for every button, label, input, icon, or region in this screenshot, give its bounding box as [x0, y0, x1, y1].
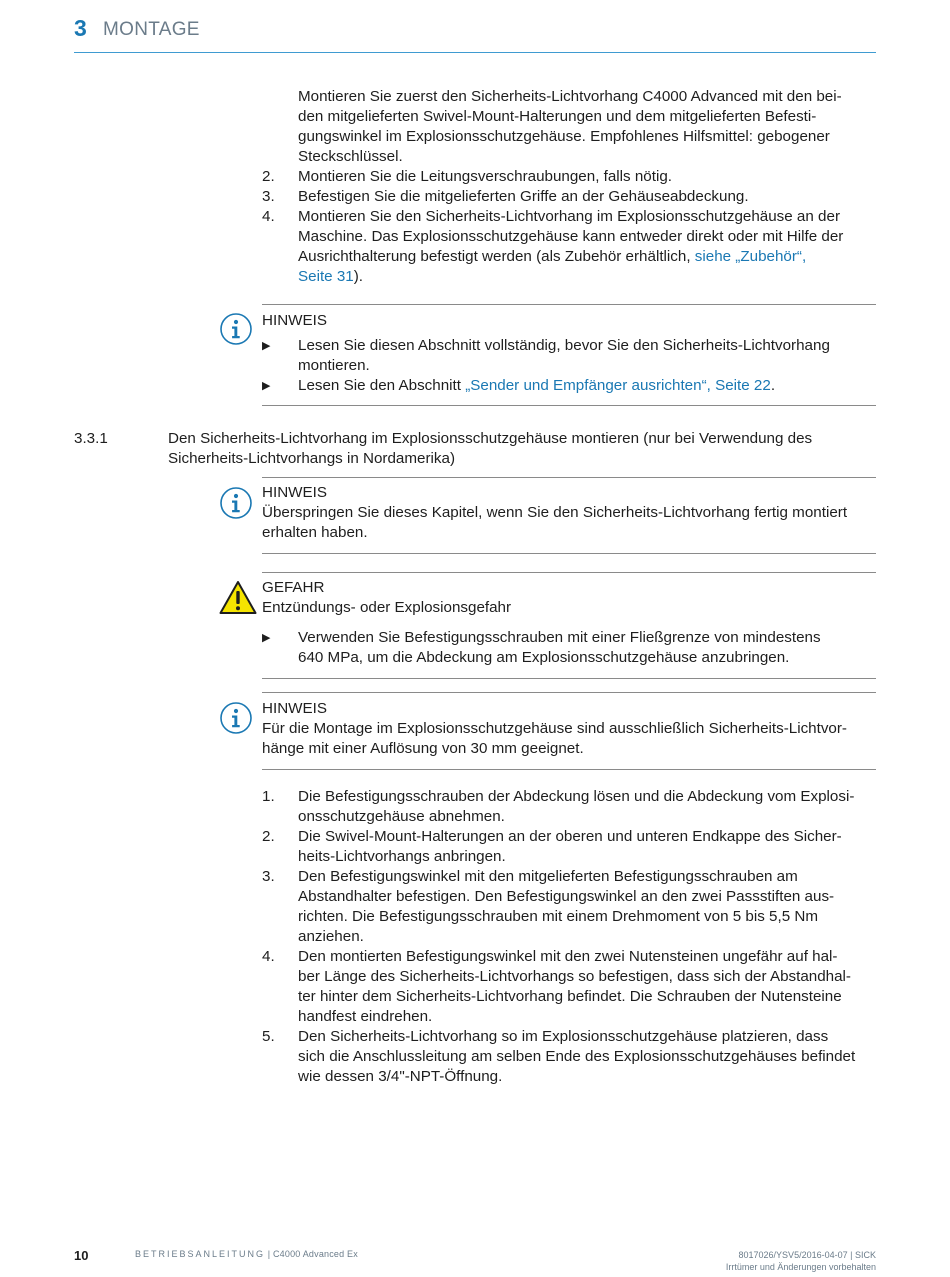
- page-header: [74, 15, 876, 53]
- step-text: Montieren Sie die Leitungsverschraubungen, falls nötig.: [298, 168, 673, 185]
- notice-label: HINWEIS: [262, 484, 327, 501]
- step-text: wie dessen 3/4"-NPT-Öffnung.: [298, 1068, 503, 1085]
- step-text: ber Länge des Sicherheits-Lichtvorhangs so befestigen, dass sich der Abstandhal-: [298, 968, 851, 985]
- step-text: Abstandhalter befestigen. Den Befestigungswinkel an den zwei Passstiften aus-: [298, 888, 835, 905]
- notice-box: [262, 304, 876, 406]
- notice-box: [262, 692, 876, 770]
- footer-separator: |: [267, 1249, 271, 1259]
- bullet-text: montieren.: [298, 357, 370, 374]
- bullet-text: 640 MPa, um die Abdeckung am Explosionsschutzgehäuse anzubringen.: [298, 649, 790, 666]
- step-text: Den montierten Befestigungswinkel mit den zwei Nutensteinen ungefähr auf hal-: [298, 948, 838, 965]
- info-circle-icon: [219, 701, 253, 740]
- step-text: sich die Anschlussleitung am selben Ende des Explosionsschutzgehäuses befindet: [298, 1048, 856, 1065]
- list-item: [262, 376, 876, 396]
- chapter-title: MONTAGE: [103, 19, 200, 40]
- section-title: [168, 429, 876, 469]
- warning-triangle-icon: [219, 580, 257, 620]
- info-circle-icon: [219, 312, 253, 351]
- notice-box: [262, 477, 876, 554]
- notice-label: HINWEIS: [262, 312, 327, 329]
- notice-text: hänge mit einer Auflösung von 30 mm geeignet.: [262, 740, 584, 757]
- section-title-line: Sicherheits-Lichtvorhangs in Nordamerika): [168, 450, 455, 467]
- step-text: Die Befestigungsschrauben der Abdeckung lösen und die Abdeckung vom Explosi-: [298, 788, 855, 805]
- intro-line: Montieren Sie zuerst den Sicherheits-Lichtvorhang C4000 Advanced mit den bei-: [298, 88, 842, 105]
- section-title-line: Den Sicherheits-Lichtvorhang im Explosionsschutzgehäuse montieren (nur bei Verwendung des: [168, 430, 813, 447]
- steps-bottom-list: [262, 787, 876, 1087]
- intro-line: den mitgelieferten Swivel-Mount-Halterungen und dem mitgelieferten Befesti-: [298, 108, 817, 125]
- doc-label: BETRIEBSANLEITUNG: [135, 1249, 266, 1259]
- triangle-right-bullet-icon: ▶: [262, 340, 271, 352]
- doc-product: C4000 Advanced Ex: [272, 1249, 358, 1259]
- step-text: Montieren Sie den Sicherheits-Lichtvorhang im Explosionsschutzgehäuse an der: [298, 208, 840, 225]
- intro-line: Steckschlüssel.: [298, 148, 403, 165]
- doc-id: 8017026/YSV5/2016-04-07: [738, 1250, 848, 1260]
- step-text: ter hinter dem Sicherheits-Lichtvorhang befindet. Die Schrauben der Nutensteine: [298, 988, 842, 1005]
- step-text: richten. Die Befestigungsschrauben mit einem Drehmoment von 5 bis 5,5 Nm: [298, 908, 818, 925]
- danger-box: [262, 572, 876, 679]
- list-item: [262, 167, 876, 187]
- page-link[interactable]: Seite 31: [298, 268, 354, 285]
- step-text: onsschutzgehäuse abnehmen.: [298, 808, 505, 825]
- list-item: [262, 867, 876, 947]
- list-item: [262, 947, 876, 1027]
- step-number: 1.: [262, 788, 275, 805]
- accessories-link[interactable]: siehe „Zubehör“,: [694, 248, 807, 265]
- notice-label: HINWEIS: [262, 700, 327, 717]
- list-item: [262, 187, 876, 207]
- section-number: 3.3.1: [74, 430, 108, 447]
- footer-right-info: [726, 1249, 876, 1273]
- list-item: [262, 628, 876, 668]
- step-number: 4.: [262, 948, 275, 965]
- step-text-line: [298, 267, 876, 287]
- chapter-number: 3: [74, 15, 87, 41]
- step-text: Den Sicherheits-Lichtvorhang so im Explosionsschutzgehäuse platzieren, dass: [298, 1028, 829, 1045]
- triangle-right-bullet-icon: ▶: [262, 380, 271, 392]
- bullet-text: Lesen Sie den Abschnitt: [298, 377, 466, 394]
- section-link[interactable]: „Sender und Empfänger ausrichten“, Seite 22: [465, 377, 771, 394]
- step-text: anziehen.: [298, 928, 364, 945]
- disclaimer: Irrtümer und Änderungen vorbehalten: [725, 1262, 876, 1272]
- step-text: Die Swivel-Mount-Halterungen an der oberen und unteren Endkappe des Sicher-: [298, 828, 842, 845]
- notice-text: erhalten haben.: [262, 524, 368, 541]
- notice-text: Überspringen Sie dieses Kapitel, wenn Sie den Sicherheits-Lichtvorhang fertig montiert: [262, 504, 848, 521]
- info-circle-icon: [219, 486, 253, 525]
- step-number: 2.: [262, 828, 275, 845]
- step-number: 5.: [262, 1028, 275, 1045]
- step-text: Den Befestigungswinkel mit den mitgelieferten Befestigungsschrauben am: [298, 868, 798, 885]
- triangle-right-bullet-icon: ▶: [262, 632, 271, 644]
- bullet-text: Verwenden Sie Befestigungsschrauben mit einer Fließgrenze von mindestens: [298, 629, 821, 646]
- steps-top-list: [262, 167, 876, 287]
- page-number: 10: [74, 1248, 89, 1263]
- danger-label: GEFAHR: [262, 579, 325, 596]
- step-text: Befestigen Sie die mitgelieferten Griffe an der Gehäuseabdeckung.: [298, 188, 749, 205]
- step-number: 3.: [262, 188, 275, 205]
- step-text: Ausrichthalterung befestigt werden (als Zubehör erhältlich,: [298, 248, 695, 265]
- step-text: ).: [353, 268, 364, 285]
- step-number: 4.: [262, 208, 275, 225]
- list-item: [262, 207, 876, 287]
- intro-paragraph: [298, 87, 876, 167]
- brand-name: SICK: [854, 1250, 876, 1260]
- list-item: [262, 336, 876, 376]
- list-item: [262, 787, 876, 827]
- step-text: Maschine. Das Explosionsschutzgehäuse kann entweder direkt oder mit Hilfe der: [298, 228, 844, 245]
- step-number: 3.: [262, 868, 275, 885]
- list-item: [262, 827, 876, 867]
- bullet-text: Lesen Sie diesen Abschnitt vollständig, bevor Sie den Sicherheits-Lichtvorhang: [298, 337, 830, 354]
- step-text: handfest eindrehen.: [298, 1008, 433, 1025]
- intro-line: gungswinkel im Explosionsschutzgehäuse. Empfohlenes Hilfsmittel: gebogener: [298, 128, 830, 145]
- step-number: 2.: [262, 168, 275, 185]
- notice-text: Für die Montage im Explosionsschutzgehäuse sind ausschließlich Sicherheits-Lichtvor-: [262, 720, 847, 737]
- step-text-line: [298, 247, 876, 267]
- danger-subtitle: Entzündungs- oder Explosionsgefahr: [262, 599, 512, 616]
- step-text: heits-Lichtvorhangs anbringen.: [298, 848, 506, 865]
- bullet-text: .: [770, 377, 776, 394]
- list-item: [262, 1027, 876, 1087]
- footer-separator: |: [850, 1250, 853, 1260]
- footer-doc-info: [135, 1249, 358, 1259]
